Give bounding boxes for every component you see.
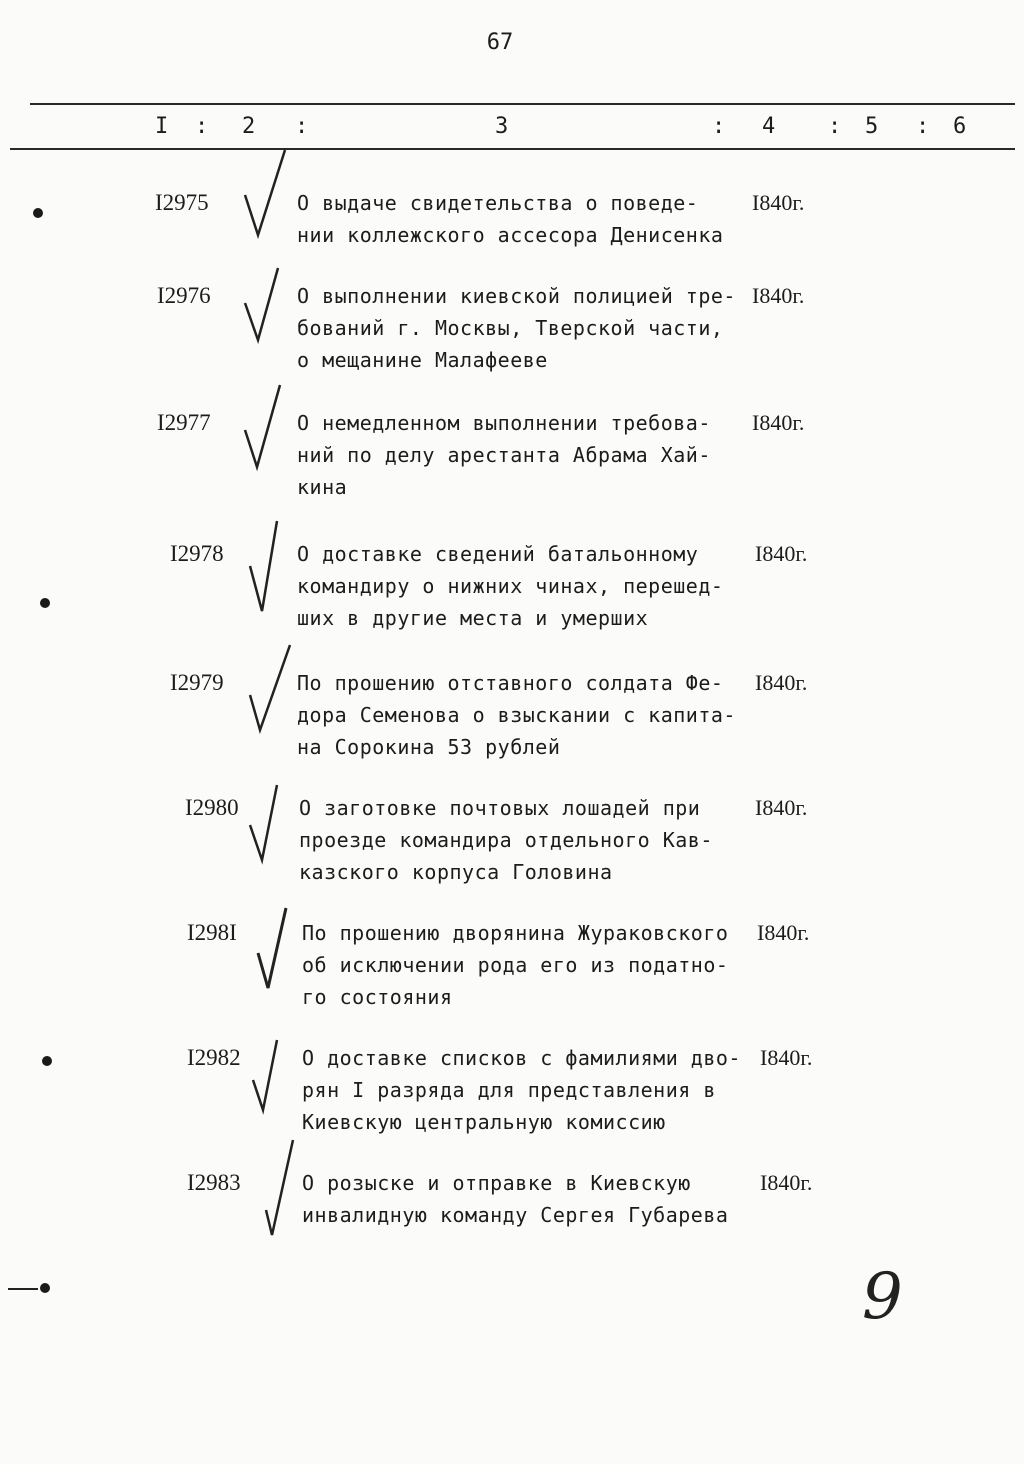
row-number: I298I (187, 920, 237, 945)
row-year: I840г. (752, 410, 805, 435)
checkmark-icon (240, 268, 300, 368)
margin-dot (42, 1056, 52, 1066)
row-description: О доставке списков с фамилиями дво- рян I разряда для представления в Киевскую центральную комиссию (302, 1046, 741, 1134)
row-year: I840г. (752, 190, 805, 215)
row-number: I2982 (187, 1045, 241, 1070)
column-header-6: 6 (953, 114, 967, 139)
row-description: О заготовке почтовых лошадей при проезде командира отдельного Кав- казского корпуса Головина (299, 796, 713, 884)
checkmark-icon (240, 150, 300, 250)
row-description: По прошению дворянина Жураковского об исключении рода его из податно- го состояния (302, 921, 729, 1009)
page-number: 67 (486, 30, 514, 55)
margin-dot (40, 598, 50, 608)
row-description: О выдаче свидетельства о поведе- нии коллежского ассесора Денисенка (297, 191, 724, 247)
margin-dot (33, 208, 43, 218)
header-bottom-rule (10, 148, 1015, 150)
margin-dot (40, 1283, 50, 1293)
column-separator: : (828, 114, 842, 139)
checkmark-icon (245, 645, 305, 745)
column-separator: : (295, 114, 309, 139)
row-year: I840г. (755, 795, 808, 820)
row-year: I840г. (760, 1170, 813, 1195)
row-number: I2980 (185, 795, 239, 820)
row-description: По прошению отставного солдата Фе- дора Семенова о взыскании с капита- на Сорокина 53 рублей (297, 671, 736, 759)
checkmark-icon (245, 521, 305, 621)
row-year: I840г. (757, 920, 810, 945)
row-number: I2979 (170, 670, 224, 695)
checkmark-icon (250, 908, 310, 1008)
row-number: I2983 (187, 1170, 241, 1195)
row-year: I840г. (755, 541, 808, 566)
column-separator: : (916, 114, 930, 139)
checkmark-icon (240, 385, 300, 485)
column-separator: : (712, 114, 726, 139)
row-year: I840г. (755, 670, 808, 695)
column-header-5: 5 (865, 114, 879, 139)
row-description: О выполнении киевской полицией тре- бований г. Москвы, Тверской части, о мещанине Малафееве (297, 284, 736, 372)
header-top-rule (30, 103, 1015, 105)
row-number: I2977 (157, 410, 211, 435)
column-header-3: 3 (495, 114, 509, 139)
row-number: I2976 (157, 283, 211, 308)
handwritten-sheet-number: 9 (862, 1260, 903, 1334)
checkmark-icon (245, 1040, 305, 1140)
column-header-1: I (155, 114, 169, 139)
row-year: I840г. (760, 1045, 813, 1070)
row-description: О розыске и отправке в Киевскую инвалидную команду Сергея Губарева (302, 1171, 729, 1227)
column-header-4: 4 (762, 114, 776, 139)
row-number: I2975 (155, 190, 209, 215)
column-separator: : (195, 114, 209, 139)
margin-dash (8, 1288, 38, 1290)
row-number: I2978 (170, 541, 224, 566)
row-description: О немедленном выполнении требова- ний по делу арестанта Абрама Хай- кина (297, 411, 711, 499)
checkmark-icon (245, 785, 305, 885)
row-year: I840г. (752, 283, 805, 308)
column-header-2: 2 (242, 114, 256, 139)
row-description: О доставке сведений батальонному командиру о нижних чинах, перешед- ших в другие места и умерших (297, 542, 724, 630)
